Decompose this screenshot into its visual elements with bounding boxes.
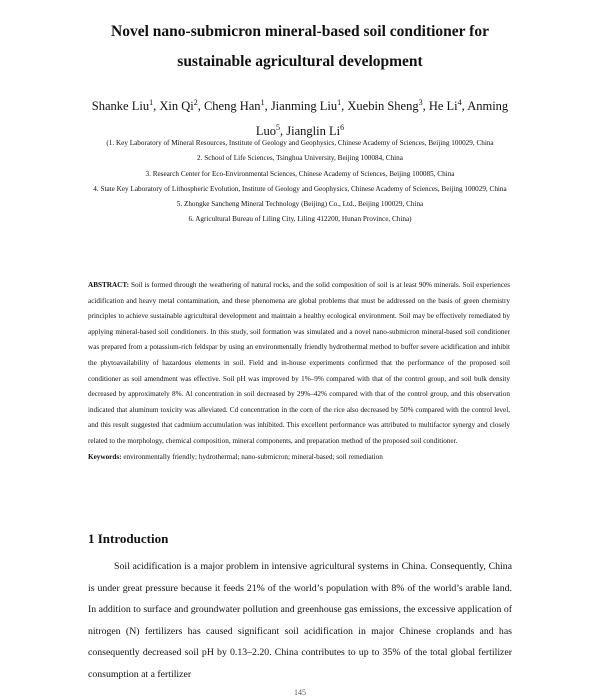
keywords-label: Keywords: — [88, 452, 122, 461]
affiliation: 6. Agricultural Bureau of Liling City, Liling 412200, Hunan Province, China) — [188, 215, 412, 224]
author-list — [80, 92, 520, 142]
affiliation: 5. Zhongke Sancheng Mineral Technology (Beijing) Co., Ltd., Beijing 100029, China — [176, 200, 424, 209]
affiliation: (1. Key Laboratory of Mineral Resources, Institute of Geology and Geophysics, Chinese Academy of Sciences, Beijing 100029, China — [106, 139, 494, 147]
author: Jianming Liu$^1$, — [270, 98, 348, 114]
keywords-text: environmentally friendly; hydrothermal; nano-submicron; mineral-based; soil remediation — [123, 452, 383, 461]
affiliation: 4. State Key Laboratory of Lithospheric Evolution, Institute of Geology and Geophysics, Chinese Academy of Sciences, Beijing 100029, China — [93, 184, 507, 193]
abstract-label: ABSTRACT: — [88, 281, 130, 289]
title-line-1: Novel nano-submicron mineral-based soil conditioner for — [111, 23, 489, 40]
author: Shanke Liu$^1$, — [91, 98, 160, 114]
abstract — [88, 278, 510, 465]
title-line-2: sustainable agricultural development — [177, 53, 423, 70]
section-heading: 1 Introduction — [88, 531, 169, 546]
abstract-paragraph — [88, 278, 510, 450]
affiliation: 2. School of Life Sciences, Tsinghua University, Beijing 100084, China — [197, 154, 403, 163]
introduction-body — [88, 556, 512, 685]
author: Cheng Han$^1$, — [203, 98, 271, 114]
author: Xuebin Sheng$^3$, — [347, 98, 429, 114]
author: Jianglin Li$^6$ — [286, 123, 345, 139]
paper-title — [40, 17, 560, 77]
author: He Li$^4$, — [428, 98, 468, 114]
affiliation: 3. Research Center for Eco-Environmental Sciences, Chinese Academy of Sciences, Beijing 100085, China — [145, 169, 455, 178]
introduction-paragraph: Soil acidification is a major problem in intensive agricultural systems in China. Consequently, China is under great pressure because it feeds 21% of the world’s population with 8% of the world’s arable land. In addition to surface and groundwater pollution and greenhouse gas emissions, the excessive application of nitrogen (N) fertilizers has caused significant soil acidification in major Chinese croplands and has consequently decreased soil pH by 0.13–2.20. China contributes to up to 35% of the total global fertilizer consumption at a fertilizer — [88, 561, 512, 680]
affiliations — [88, 136, 512, 228]
abstract-text: Soil is formed through the weathering of natural rocks, and the solid composition of soil is at least 90% minerals. Soil experiences acidification and heavy metal contamination, and these phenomena are global problems that must be addressed on the basis of green chemistry principles to achieve sustainable agricultural development and maintain a healthy ecological environment. Soil may be effectively remediated by applying mineral-based soil conditioners. In this study, soil formation was simulated and a novel nano-submicron mineral-based soil conditioner was prepared from a potassium-rich feldspar by using an environmentally friendly hydrothermal method to buffer severe acidification and inhibit the phytoavailability of hazardous elements in soil. Field and in-house experiments confirmed that the performance of the proposed soil conditioner as soil amendment was effective. Soil pH was improved by 1%–9% compared with that of the control group, and soil bulk density decreased by approximately 8%. Al concentration in soil decreased by 29%–42% compared with that of the control group, and this observation indicated that aluminum toxicity was alleviated. Cd concentration in the corn of the rice also decreased by 50% compared with the control level, and this result suggested that cadmium accumulation was inhibited. This excellent performance was attributed to multifactor synergy and closely related to the morphology, chemical composition, mineral components, and preparation method of the proposed soil conditioner. — [88, 281, 511, 445]
page-number: 145 — [294, 688, 306, 697]
keywords — [88, 450, 510, 466]
author: Xin Qi$^2$, — [159, 98, 204, 114]
author: Anming Luo$^5$, — [255, 99, 509, 139]
